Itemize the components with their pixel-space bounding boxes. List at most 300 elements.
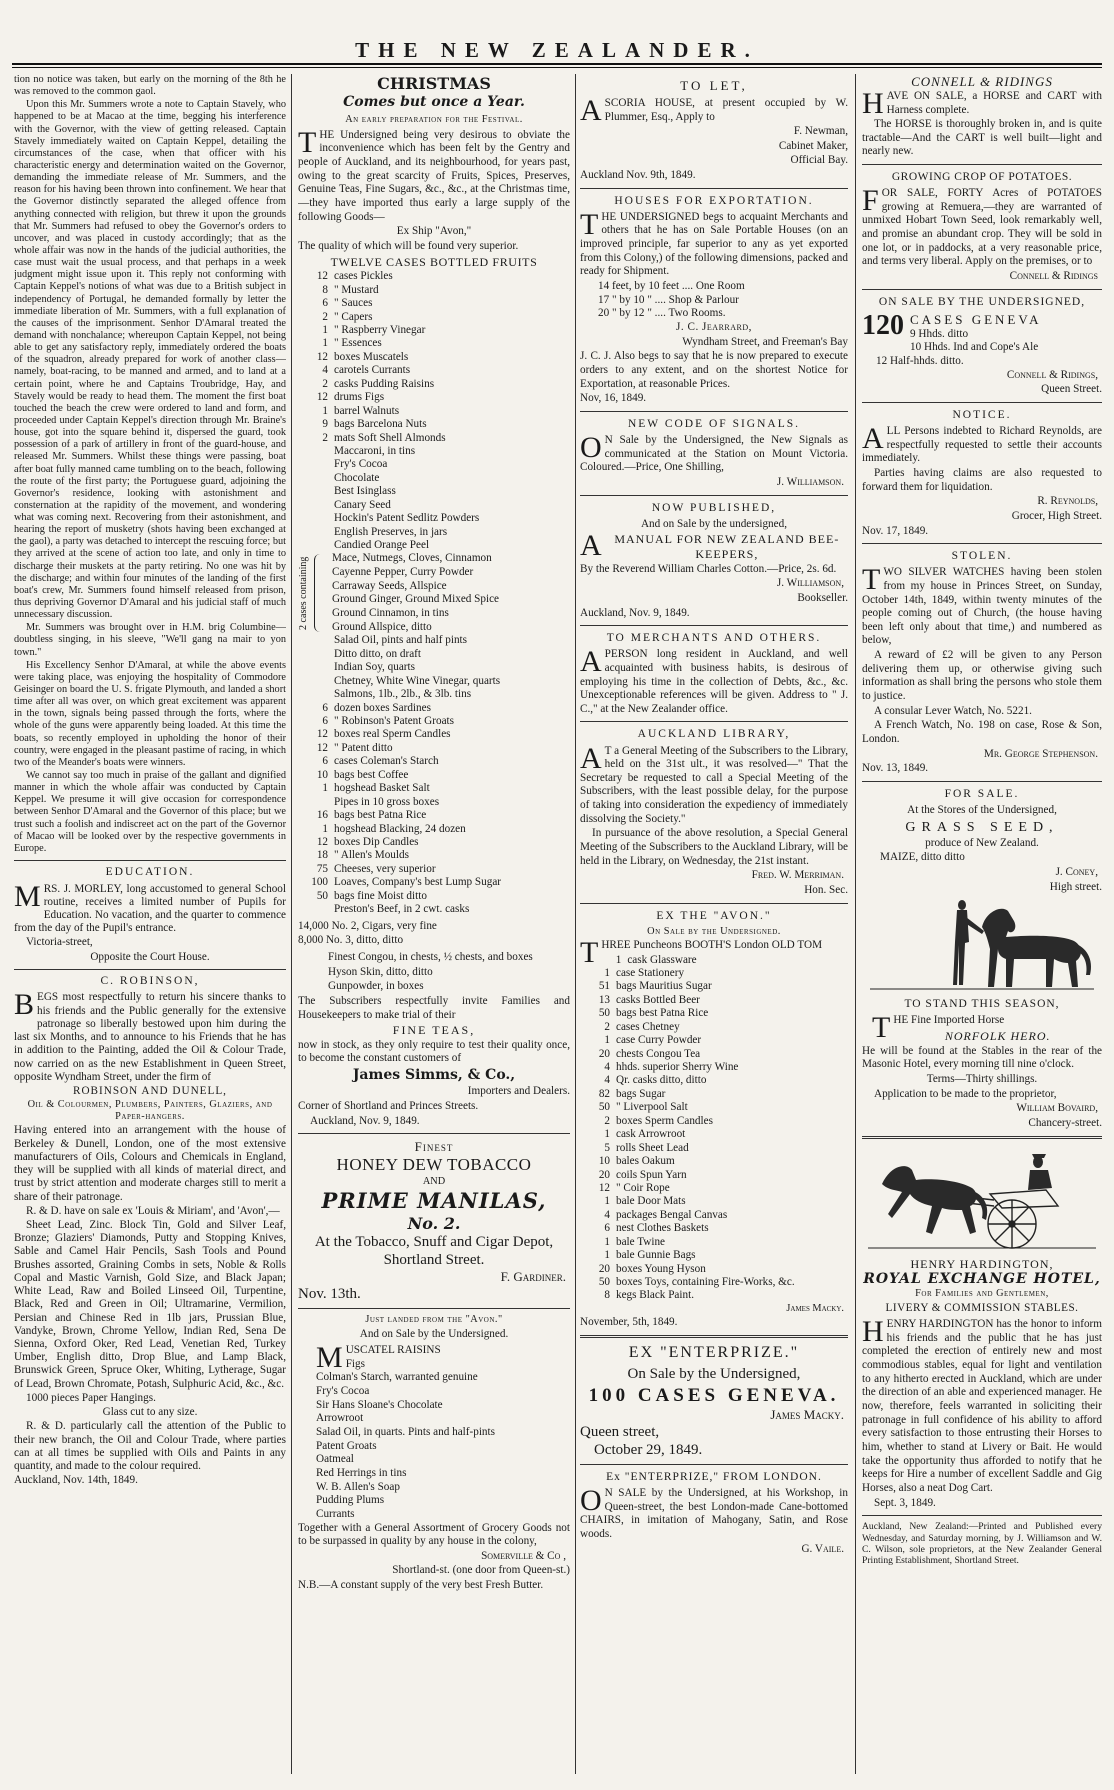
ad-heading: CONNELL & RIDINGS <box>911 74 1053 89</box>
ad-signature: Hon. Sec. <box>804 884 848 897</box>
geneva-block <box>862 309 1102 355</box>
ad-heading: NOTICE. <box>952 408 1012 421</box>
divider <box>862 289 1102 290</box>
list-item: Salad Oil, pints and half pints <box>334 634 467 647</box>
list-item: 12 " Patent ditto <box>316 741 393 754</box>
divider <box>862 1515 1102 1516</box>
ad-signature: J. Williamson, <box>776 577 844 590</box>
brace-label: 2 cases containing <box>298 556 309 631</box>
ad-subheading: For Families and Gentlemen, <box>915 1288 1049 1300</box>
ad-subheading: And on Sale by the Undersigned. <box>359 1328 509 1341</box>
list-item: Finest Congou, in chests, ½ chests, and boxes <box>328 950 533 963</box>
list-item: Maccaroni, in tins <box>334 444 416 457</box>
ad-heading: C. ROBINSON, <box>100 974 200 987</box>
list-item: 12 boxes Muscatels <box>316 350 409 363</box>
brace-icon <box>314 554 322 632</box>
newspaper-title: THE NEW ZEALANDER. <box>355 38 759 62</box>
ad-subheading: On Sale by the Undersigned. <box>647 925 781 937</box>
hotel-name: ROYAL EXCHANGE HOTEL, <box>863 1271 1101 1288</box>
ship-name: Ex Ship "Avon," <box>396 225 472 238</box>
list-item: 1 cask Arrowroot <box>604 1128 686 1141</box>
list-item: 1 case Curry Powder <box>604 1034 702 1047</box>
list-item: Currants <box>316 1507 355 1520</box>
ad-body: In pursuance of the above resolution, a Special General Meeting of the Subscribers to the Auckland Library, will be held in the Library, on Wednesday, the 21st instant. <box>580 827 848 867</box>
ad-signature: Official Bay. <box>790 154 848 167</box>
ad-heading: Ex "ENTERPRIZE," FROM LONDON. <box>606 1471 822 1484</box>
ad-body: A French Watch, No. 198 on case, Rose & Son, London. <box>862 719 1102 746</box>
ad-date: Auckland, Nov. 9, 1849. <box>580 606 690 619</box>
geneva-list <box>910 312 1041 355</box>
story-paragraph: Upon this Mr. Summers wrote a note to Captain Stavely, who happened to be at Macao at the time, begging his interference with the Governor, with the view of getting released. Captain Stavely immediately waited on Captain Keppel, detailing the circumstances of the case, when that officer with his characteristic energy and determination waited on the Governor, demanding the immediate release of Mr. Summers, and the reason for his having been thrown into confinement. We hear that the Governor distinctly separated the alleged offence from anything connected with religion, but threw it upon the grounds that Mr. Summers had refused to obey the Governor's orders to uncover, and was placed in custody accordingly; that as the whole affair was now in the hands of the judicial authorities, the case must wait the usual process, and that perhaps in a week judgment might issue upon it. This reply not conforming with Captain Keppel's notions of what was due to a British subject in independency of Portugal, he demanded formally by letter the immediate liberation of Mr. Summers, with a full explanation of the causes of the imprisonment. Senhor D'Amaral treated the demand with nonchalance; whereupon Captain Keppel, not being able to get any satisfactory reply, immediately ordered the boats of the squadron, already prepared for work of another class—namely, boat-racing, to be manned and armed, and to land at a certain point, where he and Captains Troubridge, Hay, and Stavely would be ready to head them. The moment the first boat touched the beach the crew were ordered to land and form, and proceeded under Captain Keppel's direction through Mr. Braine's house, got into the square behind it, dispersed the guard, took possession of a park of artillery in front of the guard-house, and released Mr. Summers. Whilst these things were passing, boat after boat fully manned came tumbling on to the beach, following the route of the first party; the Portuguese guard, adjoining the Governor's residence, looking with astonishment and consternation at the rapidity of the movement, and wondering what was coming next. Recovering from their astonishment, and hearing the report of musketry (shots having been exchanged at the gaol), a party was detached to intercept the rescuing force; but they arrived at the scene of action too late, and only in time to discharge their muskets at the party retiring. No one was hit by the discharge; and within four minutes of the landing of the first boat's crew, Mr. Summers found himself released from prison, thus depriving Governor D'Amaral and his judicial staff of much unnecessary discussion. <box>14 99 286 621</box>
list-item: Colman's Starch, warranted genuine <box>316 1371 478 1384</box>
library-ad <box>580 727 848 897</box>
ad-title: PRIME MANILAS, <box>321 1187 547 1213</box>
notice-ad <box>862 408 1102 538</box>
ad-signature: Cabinet Maker, <box>778 139 848 152</box>
ad-address: Chancery-street. <box>1028 1116 1102 1129</box>
ad-address: Queen Street. <box>1041 383 1102 396</box>
goods-list <box>298 634 570 916</box>
ad-body: R. & D. have on sale ex 'Louis & Miriam', and 'Avon',— <box>26 1204 280 1217</box>
ad-signature: J. Coney, <box>1055 866 1098 879</box>
list-item: 6 dozen boxes Sardines <box>322 701 431 714</box>
ad-note: N.B.—A constant supply of the very best Fresh Butter. <box>298 1579 544 1592</box>
list-item: English Preserves, in jars <box>334 525 448 538</box>
firm-sub: Importers and Dealers. <box>467 1085 570 1098</box>
ad-heading: NEW CODE OF SIGNALS. <box>627 418 801 430</box>
ad-title: No. 2. <box>407 1213 461 1233</box>
ad-signature: James Macky. <box>786 1302 844 1314</box>
list-item: Chetney, White Wine Vinegar, quarts <box>334 674 501 687</box>
beekeepers-ad <box>580 501 848 621</box>
ad-body: APERSON long resident in Auckland, and well acquainted with business habits, is desirous of employing his time in the collection of Debts, &c., &c. Unexceptionable references will be given. Address to " J. C.," at the New Zealander office. <box>580 645 848 715</box>
column-divider <box>855 74 856 1774</box>
ad-date: Nov, 16, 1849. <box>580 392 647 405</box>
list-item: 6 cases Coleman's Starch <box>322 755 439 768</box>
list-item: 50 boxes Toys, containing Fire-Works, &c. <box>598 1276 795 1289</box>
ad-body: The quality of which will be found very superior. <box>298 239 519 252</box>
list-item: Arrowroot <box>316 1412 364 1425</box>
firm-name: James Simms, & Co., <box>352 1067 516 1084</box>
ad-kicker: Finest <box>414 1139 454 1155</box>
ad-title: GRASS SEED, <box>905 819 1059 835</box>
ad-body: MRS. J. MORLEY, long accustomed to general School routine, receives a limited number of Pupils for Education. No vacation, and the quarter to commence from the day of the Pupil's entrance. <box>14 879 286 935</box>
spice-brace-group <box>298 552 570 634</box>
list-item: Carraway Seeds, Allspice <box>332 579 447 592</box>
ad-terms: Terms—Thirty shillings. <box>926 1073 1038 1086</box>
ad-body: By the Reverend William Charles Cotton.—Price, 2s. 6d. <box>580 562 837 575</box>
ad-title: HONEY DEW TOBACCO <box>336 1155 532 1175</box>
ad-signature: G. Vaile. <box>801 1542 844 1555</box>
big-number: 120 <box>862 309 904 341</box>
list-item: 10 bags best Coffee <box>316 768 409 781</box>
divider <box>862 543 1102 544</box>
ad-signature: F. Gardiner. <box>500 1269 566 1285</box>
list-item: 12 drums Figs <box>316 391 385 404</box>
divider <box>14 969 286 970</box>
ad-heading: TO LET, <box>680 78 748 93</box>
list-item: 2 casks Pudding Raisins <box>322 377 435 390</box>
divider <box>580 1335 848 1338</box>
list-item: Fry's Cocoa <box>334 458 388 471</box>
ad-body: The HORSE is thoroughly broken in, and is quite tractable—And the CART is well built—light and nearly new. <box>862 118 1102 158</box>
ad-body: A consular Lever Watch, No. 5221. <box>874 704 1032 717</box>
potatoes-ad <box>862 170 1102 284</box>
ad-date: Auckland, Nov. 14th, 1849. <box>14 1474 138 1487</box>
list-item: Ground Ginger, Ground Mixed Spice <box>332 593 500 606</box>
column-3 <box>580 74 848 1778</box>
ad-heading: EDUCATION. <box>105 866 195 878</box>
list-item: 1 bale Gunnie Bags <box>604 1249 696 1262</box>
ad-signature: Fred. W. Merriman. <box>751 869 844 882</box>
ad-subheading: At the Stores of the Undersigned, <box>907 804 1057 817</box>
list-item: 13 casks Bottled Beer <box>598 993 700 1006</box>
list-item: 18 " Allen's Moulds <box>316 849 409 862</box>
ad-address: Corner of Shortland and Princes Streets. <box>298 1099 479 1112</box>
list-item: Ground Cinnamon, in tins <box>332 607 449 620</box>
ad-heading: HENRY HARDINGTON, <box>910 1256 1054 1271</box>
story-paragraph: Mr. Summers was brought over in H.M. brig Columbine—doubtless singing, in his sleeve, "We'll gang na mair to yon town." <box>14 622 286 658</box>
masthead-rule <box>12 63 1102 65</box>
ad-signature: R. Reynolds, <box>1037 495 1098 508</box>
list-item: Cayenne Pepper, Curry Powder <box>332 566 474 579</box>
list-item: 20 " by 12 " .... Two Rooms. <box>598 307 726 320</box>
horse-with-groom-icon <box>862 897 1102 993</box>
list-item: Hockin's Patent Sedlitz Powders <box>334 512 480 525</box>
list-item: 1 bale Door Mats <box>604 1195 686 1208</box>
stolen-ad <box>862 549 1102 776</box>
list-item: Ditto ditto, on draft <box>334 647 422 660</box>
ad-tagline: Just landed from the "Avon." <box>365 1314 503 1326</box>
ad-tagline: An early preparation for the Festival. <box>345 113 523 125</box>
list-item: 6 nest Clothes Baskets <box>604 1222 709 1235</box>
list-item: 1 bale Twine <box>604 1235 666 1248</box>
list-item: 14,000 No. 2, Cigars, very fine <box>298 919 437 932</box>
masthead-rule-thin <box>12 67 1102 68</box>
list-item: 8,000 No. 3, ditto, ditto <box>298 934 404 947</box>
list-item: 8 kegs Black Paint. <box>604 1289 694 1302</box>
list-item: Mace, Nutmegs, Cloves, Cinnamon <box>332 552 492 565</box>
list-item: 20 boxes Young Hyson <box>598 1262 706 1275</box>
list-item: Indian Soy, quarts <box>334 661 415 674</box>
ad-body: 1000 pieces Paper Hangings. <box>26 1391 156 1404</box>
list-item: 50 bags best Patna Rice <box>598 1007 709 1020</box>
ad-signature: Mr. George Stephenson. <box>983 747 1098 760</box>
hardington-ad <box>862 1257 1102 1511</box>
list-item: Hyson Skin, ditto, ditto <box>328 965 433 978</box>
raisins-ad <box>298 1314 570 1593</box>
avon-ad <box>580 909 848 1330</box>
ad-address: Victoria-street, <box>26 936 93 949</box>
list-item: 12 " Coir Rope <box>598 1181 670 1194</box>
ad-address: Shortland-st. (one door from Queen-st.) <box>392 1564 570 1577</box>
ad-body: THE Fine Imported Horse <box>872 1011 1005 1045</box>
christmas-ad <box>298 74 570 1128</box>
horse-name: NORFOLK HERO. <box>944 1029 1051 1044</box>
ad-body: THE UNDERSIGNED begs to acquaint Merchants and others that he has on Sale Portable Houses (on an improved principle, far superior to any as yet exported from this Colony,) of the following dimensions, packed and ready for Shipment. <box>580 207 848 278</box>
column-4 <box>862 74 1102 1778</box>
list-item: Pudding Plums <box>316 1494 385 1507</box>
ad-heading: HOUSES FOR EXPORTATION. <box>614 194 814 207</box>
list-item: 10 bales Oakum <box>598 1155 675 1168</box>
ad-date: Nov. 17, 1849. <box>862 524 929 537</box>
list-item: Sir Hans Sloane's Chocolate <box>316 1398 443 1411</box>
list-item: 4 hhds. superior Sherry Wine <box>604 1061 739 1074</box>
ad-body: produce of New Zealand. <box>925 836 1039 849</box>
list-item: 12 Half-hhds. ditto. <box>876 354 964 367</box>
horse-carriage-icon <box>862 1144 1102 1254</box>
story-paragraph: We cannot say too much in praise of the gallant and dignified manner in which the whole affair was conducted by Captain Keppel. We presume it will give occasion for correspondence between Senhor D'Amaral and the Governor of this place; but we trust such a foolish and indiscreet act on the part of the Governor of Macao will be looked over by the respective governments in Europe. <box>14 770 286 854</box>
ad-heading: AUCKLAND LIBRARY, <box>637 728 791 741</box>
ad-date: Sept. 3, 1849. <box>874 1496 936 1509</box>
ad-body: Application to be made to the proprietor, <box>874 1087 1057 1100</box>
ad-signature: James Macky. <box>770 1406 844 1422</box>
ad-body: FOR SALE, FORTY Acres of POTATOES growing at Remuera,—they are warranted of unmixed Hobart Town Seed, look remarkably well, and promise an abundant crop. They will be sold in one lot, or in paddocks, at a very reasonable price, and terms very liberal. Apply on the premises, or to <box>862 184 1102 268</box>
ad-signature: Connell & Ridings, <box>1006 368 1098 381</box>
list-item: 10 Hhds. Ind and Cope's Ale <box>910 341 1039 354</box>
macao-story <box>14 74 286 855</box>
ad-date: Nov. 13, 1849. <box>862 762 929 775</box>
list-item: Canary Seed <box>334 498 391 511</box>
divider <box>298 1133 570 1134</box>
goods-list <box>298 270 570 552</box>
list-item: 17 " by 10 " .... Shop & Parlour <box>598 293 739 306</box>
ad-subheading: And on Sale by the undersigned, <box>640 517 788 530</box>
ad-body: THE Undersigned being very desirous to obviate the inconvenience which has been felt by the Gentry and people of Auckland, and its neighbourhood, for years past, owing to the great scarcity of Fruits, Spices, Preserves, Genuine Teas, Fine Sugars, &c., &c., at the Christmas time,—they have imported thus early a large supply of the following Goods— <box>298 125 570 223</box>
list-item: 100 Loaves, Company's best Lump Sugar <box>311 876 502 889</box>
column-1 <box>14 74 286 1778</box>
list-item: 16 bags best Patna Rice <box>316 809 427 822</box>
list-item: Preston's Beef, in 2 cwt. casks <box>334 903 470 916</box>
ad-signature: J. Williamson. <box>776 475 844 488</box>
signals-ad <box>580 417 848 490</box>
ad-address: Wyndham Street, and Freeman's Bay <box>682 335 848 348</box>
list-item: 12 cases Pickles <box>316 270 393 283</box>
list-item: 5 rolls Sheet Lead <box>604 1141 689 1154</box>
divider <box>580 1464 848 1465</box>
ad-date: Nov. 13th. <box>298 1285 361 1302</box>
ad-body: R. & D. particularly call the attention of the Public to their new branch, the Oil and Colour Trade, where parties can at all times be supplied with Oils and Paints in any quantity, and made to the colour required. <box>14 1420 286 1472</box>
list-item: 1 hogshead Basket Salt <box>322 782 430 795</box>
divider <box>862 781 1102 782</box>
divider <box>580 721 848 722</box>
list-item: 20 chests Congou Tea <box>598 1047 701 1060</box>
list-item: Salad Oil, in quarts. Pints and half-pints <box>316 1425 495 1438</box>
divider <box>862 1136 1102 1139</box>
ad-body: He will be found at the Stables in the rear of the Masonic Hotel, every morning till nine o'clock. <box>862 1044 1102 1071</box>
robinson-ad <box>14 975 286 1488</box>
firm-name: ROBINSON AND DUNELL, <box>73 1084 227 1097</box>
ad-body: A reward of £2 will be given to any Person delivering them up, or otherwise giving such information as shall bring the persons who stole them to justice. <box>862 649 1102 703</box>
ad-signature: Bookseller. <box>797 591 848 604</box>
tobacco-ad <box>298 1139 570 1303</box>
list-item: Figs <box>345 1357 365 1370</box>
ad-heading: TO MERCHANTS AND OTHERS. <box>606 632 822 645</box>
list-item: 51 bags Mauritius Sugar <box>598 980 712 993</box>
ad-title: 100 CASES GENEVA. <box>588 1384 840 1406</box>
ad-signature: Connell & Ridings <box>1009 270 1098 283</box>
ad-heading: GROWING CROP OF POTATOES. <box>891 171 1073 184</box>
houses-ad <box>580 194 848 406</box>
column-divider <box>291 74 292 1774</box>
list-item: MUSCATEL RAISINS <box>316 1340 441 1374</box>
list-item: 1 hogshead Blacking, 24 dozen <box>322 822 466 835</box>
ad-signature: J. C. Jearrard, <box>676 321 752 334</box>
stud-ad <box>862 997 1102 1130</box>
ad-subheading: LIVERY & COMMISSION STABLES. <box>885 1302 1079 1315</box>
ad-body: ALL Persons indebted to Richard Reynolds, are respectfully requested to settle their accounts immediately. <box>862 421 1102 465</box>
list-item: 4 carotels Currants <box>322 364 411 377</box>
divider <box>580 188 848 189</box>
list-item: 14 feet, by 10 feet .... One Room <box>598 280 745 293</box>
ad-heading: EX "ENTERPRIZE." <box>628 1343 800 1361</box>
list-item: 1 cask Glassware <box>615 953 697 966</box>
ad-signature: William Bovaird, <box>1016 1102 1098 1115</box>
list-item: 50 " Liverpool Salt <box>598 1101 688 1114</box>
list-item: Fry's Cocoa <box>316 1384 370 1397</box>
ad-date: November, 5th, 1849. <box>580 1316 678 1329</box>
ad-address: High street. <box>1049 880 1102 893</box>
divider <box>580 625 848 626</box>
column-2 <box>298 74 570 1778</box>
ad-body: ON Sale by the Undersigned, the New Signals as communicated at the Station on Mount Victoria. Coloured.—Price, One Shilling, <box>580 431 848 474</box>
ad-subheading: On Sale by the Undersigned, <box>627 1366 801 1383</box>
list-item: 9 bags Barcelona Nuts <box>322 418 427 431</box>
horse-carriage-icon <box>862 1144 1102 1254</box>
list-item: 9 Hhds. ditto <box>910 327 969 340</box>
divider <box>580 495 848 496</box>
ad-signature: F. Newman, <box>793 125 848 138</box>
goods-list <box>298 1340 570 1522</box>
list-item: CASES GENEVA <box>910 311 1042 327</box>
column-divider <box>575 74 576 1774</box>
ad-address: Opposite the Court House. <box>90 950 210 963</box>
chairs-ad <box>580 1470 848 1556</box>
ad-body: Glass cut to any size. <box>102 1406 198 1419</box>
ad-heading: EX THE "AVON." <box>656 909 772 922</box>
enterprize-ad <box>580 1343 848 1459</box>
list-item: Pipes in 10 gross boxes <box>334 795 440 808</box>
list-item: 12 boxes real Sperm Candles <box>316 728 451 741</box>
ad-title: CHRISTMAS <box>377 74 491 93</box>
ad-body: TWO SILVER WATCHES having been stolen from my house in Princes Street, on Sunday, October 14th, 1849, within twenty minutes of the people coming out of Church, (the house having been left only about that time,) and numbered as below, <box>862 563 1102 647</box>
divider <box>580 411 848 412</box>
ad-body: J. C. J. Also begs to say that he is now prepared to execute orders to any extent, and on the shortest Notice for Exportation, at reasonable Prices. <box>580 350 848 390</box>
ad-body: HAVE ON SALE, a HORSE and CART with Harness complete. <box>862 86 1102 120</box>
firm-trades: Oil & Colourmen, Plumbers, Painters, Glaziers, and Paper-hangers. <box>27 1099 273 1123</box>
ad-body: Having entered into an arrangement with the house of Berkeley & Dunell, London, one of the most extensive manufacturers of Oils, Colours and Chemicals in England, they will be supplied with all kinds of material direct, and trust by strict attention and moderate charges still to merit a share of their patronage. <box>14 1124 286 1203</box>
ad-heading: FOR SALE. <box>944 788 1020 801</box>
ad-body: THREE Puncheons BOOTH'S London OLD TOM <box>580 935 823 969</box>
connell-horse-ad <box>862 74 1102 159</box>
list-item: 2 " Capers <box>322 310 373 323</box>
ad-heading: STOLEN. <box>951 550 1013 563</box>
list-item: 6 " Robinson's Patent Groats <box>322 715 455 728</box>
ad-body: HENRY HARDINGTON has the honor to inform his friends and the public that he has just completed the erection of entirely new and most commodious stables, equal for light and ventilation to any hitherto erected in Auckland, which are under the direction of an able and experienced manager. He now, therefore, feels warranted in soliciting their patronage in full confidence of his ability to afford every satisfaction to those entrusting their Horses to him, whether to stand at Livery or Bait. He would take the opportunity thus afforded to notify that he keeps for Hire a number of excellent Saddle and Gig Horses, also a neat Dog Cart. <box>862 1315 1102 1495</box>
list-item: Best Isinglass <box>334 485 396 498</box>
education-ad <box>14 866 286 964</box>
book-title: AMANUAL FOR NEW ZEALAND BEE-KEEPERS, <box>580 529 840 563</box>
ad-heading: NOW PUBLISHED, <box>651 501 777 514</box>
merchants-ad <box>580 631 848 716</box>
list-item: 1 case Stationery <box>604 966 685 979</box>
dimension-list <box>580 280 848 321</box>
list-item: 12 boxes Dip Candles <box>316 835 419 848</box>
list-item: Salmons, 1lb., 2lb., & 3lb. tins <box>334 688 472 701</box>
ad-body: ON SALE by the Undersigned, at his Workshop, in Queen-street, the best London-made Cane-bottomed CHAIRS, in imitation of Mahogany, Satin, and Rose woods. <box>580 1484 848 1541</box>
ad-address: Queen street, <box>580 1423 660 1440</box>
list-item: 82 bags Sugar <box>598 1087 666 1100</box>
ad-subtitle: Comes but once a Year. <box>343 93 525 110</box>
geneva-ad <box>862 295 1102 397</box>
list-item: 6 " Sauces <box>322 297 373 310</box>
list-item: 4 Qr. casks ditto, ditto <box>604 1074 707 1087</box>
divider <box>862 164 1102 165</box>
list-item: W. B. Allen's Soap <box>316 1480 400 1493</box>
list-heading: TWELVE CASES BOTTLED FRUITS <box>330 254 538 269</box>
list-item: 2 cases Chetney <box>604 1020 680 1033</box>
ad-body: BEGS most respectfully to return his sincere thanks to his friends and the Public generally for the extensive patronage so liberally bestowed upon him during the last six Months, and to announce to his Friends that he has in addition to the Painting, added the Oil & Colour Trade, now carried on as the new Establishment in Queen Street, opposite Wyndham Street, under the firm of <box>14 988 286 1083</box>
list-item: 1 barrel Walnuts <box>322 404 400 417</box>
story-paragraph: His Excellency Senhor D'Amaral, at while the above events were taking place, was enjoying the hospitality of Commodore Geisinger on board the U. S. frigate Plymouth, and landed a short time after all was over, on which great excitement was apparent in the town, signals being passed through the forts, where the whole of the guns were apparently being loaded. At this time the boats, so recently employed in upholding the honor of their country, were engaged in the pleasant pastime of racing, in which two of the Meander's boats were winners. <box>14 659 286 768</box>
ad-body: At the Tobacco, Snuff and Cigar Depot, Shortland Street. <box>314 1234 554 1269</box>
ad-signature: Somerville & Co , <box>481 1549 566 1562</box>
ad-body: ASCORIA HOUSE, at present occupied by W. Plummer, Esq., Apply to <box>580 93 848 127</box>
goods-list <box>580 954 848 1303</box>
list-item: Oatmeal <box>316 1453 354 1466</box>
ad-date: October 29, 1849. <box>594 1441 703 1458</box>
list-item: Candied Orange Peel <box>334 539 430 552</box>
divider <box>862 402 1102 403</box>
ad-heading: ON SALE BY THE UNDERSIGNED, <box>878 295 1086 308</box>
divider <box>298 1308 570 1309</box>
ad-body: The Subscribers respectfully invite Families and Housekeepers to make trial of their <box>298 994 570 1021</box>
list-item: Red Herrings in tins <box>316 1466 407 1479</box>
list-item: 1 " Raspberry Vinegar <box>322 324 426 337</box>
story-paragraph: tion no notice was taken, but early on the morning of the 8th he was removed to the common gaol. <box>14 74 286 98</box>
ad-signature: Grocer, High Street. <box>1011 509 1102 522</box>
list-item: Ground Allspice, ditto <box>332 620 432 633</box>
list-item: 75 Cheeses, very superior <box>316 862 436 875</box>
list-item: 8 " Mustard <box>322 283 379 296</box>
horse-with-groom-icon <box>862 897 1102 993</box>
ad-date: Auckland, Nov. 9, 1849. <box>310 1114 420 1127</box>
divider <box>580 903 848 904</box>
ad-body: Parties having claims are also requested to forward them for liquidation. <box>862 466 1102 493</box>
list-item: 2 boxes Sperm Candles <box>604 1114 713 1127</box>
list-item: Chocolate <box>334 471 380 484</box>
divider <box>14 860 286 861</box>
ad-body: Together with a General Assortment of Grocery Goods not to be surpassed in quality by any house in the colony, <box>298 1521 570 1548</box>
ad-body: now in stock, as they only require to test their quality once, to become the constant customers of <box>298 1038 570 1065</box>
ad-body: AT a General Meeting of the Subscribers to the Library, held on the 31st ult., it was resolved—" That the Secretary be requested to call a Special Meeting of the Subscribers, with the least possible delay, for the purpose of taking into consideration the expediency of immediately dissolving the Society." <box>580 741 848 825</box>
list-item: 4 packages Bengal Canvas <box>604 1208 728 1221</box>
list-item: 1 " Essences <box>322 337 382 350</box>
list-item: Patent Groats <box>316 1439 377 1452</box>
tolet-ad <box>580 78 848 183</box>
ad-date: Auckland Nov. 9th, 1849. <box>580 169 696 182</box>
ad-highlight: FINE TEAS, <box>392 1023 476 1038</box>
ad-connector: AND <box>422 1175 446 1187</box>
list-item: 2 mats Soft Shell Almonds <box>322 431 446 444</box>
grass-seed-ad <box>862 787 1102 894</box>
masthead <box>0 0 1114 70</box>
ad-body: Sheet Lead, Zinc. Block Tin, Gold and Silver Leaf, Bronze; Glaziers' Diamonds, Putty and Stopping Knives, Sable and Camel Hair Pencils, Sash Tools and Pound Brushes assorted, Graining Combs in sets, Noble & Rolls Copal and Mastic Varnish, Gold Size, and Black Japan; White Lead, Raw and Boiled Linseed Oil, Turpentine, Black, Red and Green in Oil; Ultramarine, Vermilion, Persian and Chinese Red in 1lb jars, Prussian Blue, Vandyke, Brown, Chrome Yellow, Indian Red, Sena De Sienna, Oxford Oker, Red Lead, Venetian Red, Turkey Umber, English ditto, Drop Blue, and Lamp Black, Brunswick Green, Spruce Oker, Whiting, Lytherage, Sugar of Lead, Brown Chromate, Potash, Sulphuric Acid, &c., &c. <box>14 1219 286 1390</box>
printer-imprint: Auckland, New Zealand:—Printed and Published every Wednesday, and Saturday morning, by J. Williamson and W. C. Wilson, sole proprietors, at the New Zealander General Printing Establishment, Shortland Street. <box>862 1521 1102 1567</box>
list-item: 50 bags fine Moist ditto <box>316 889 427 902</box>
ad-heading: TO STAND THIS SEASON, <box>904 998 1060 1011</box>
ad-body: MAIZE, ditto ditto <box>880 851 965 864</box>
